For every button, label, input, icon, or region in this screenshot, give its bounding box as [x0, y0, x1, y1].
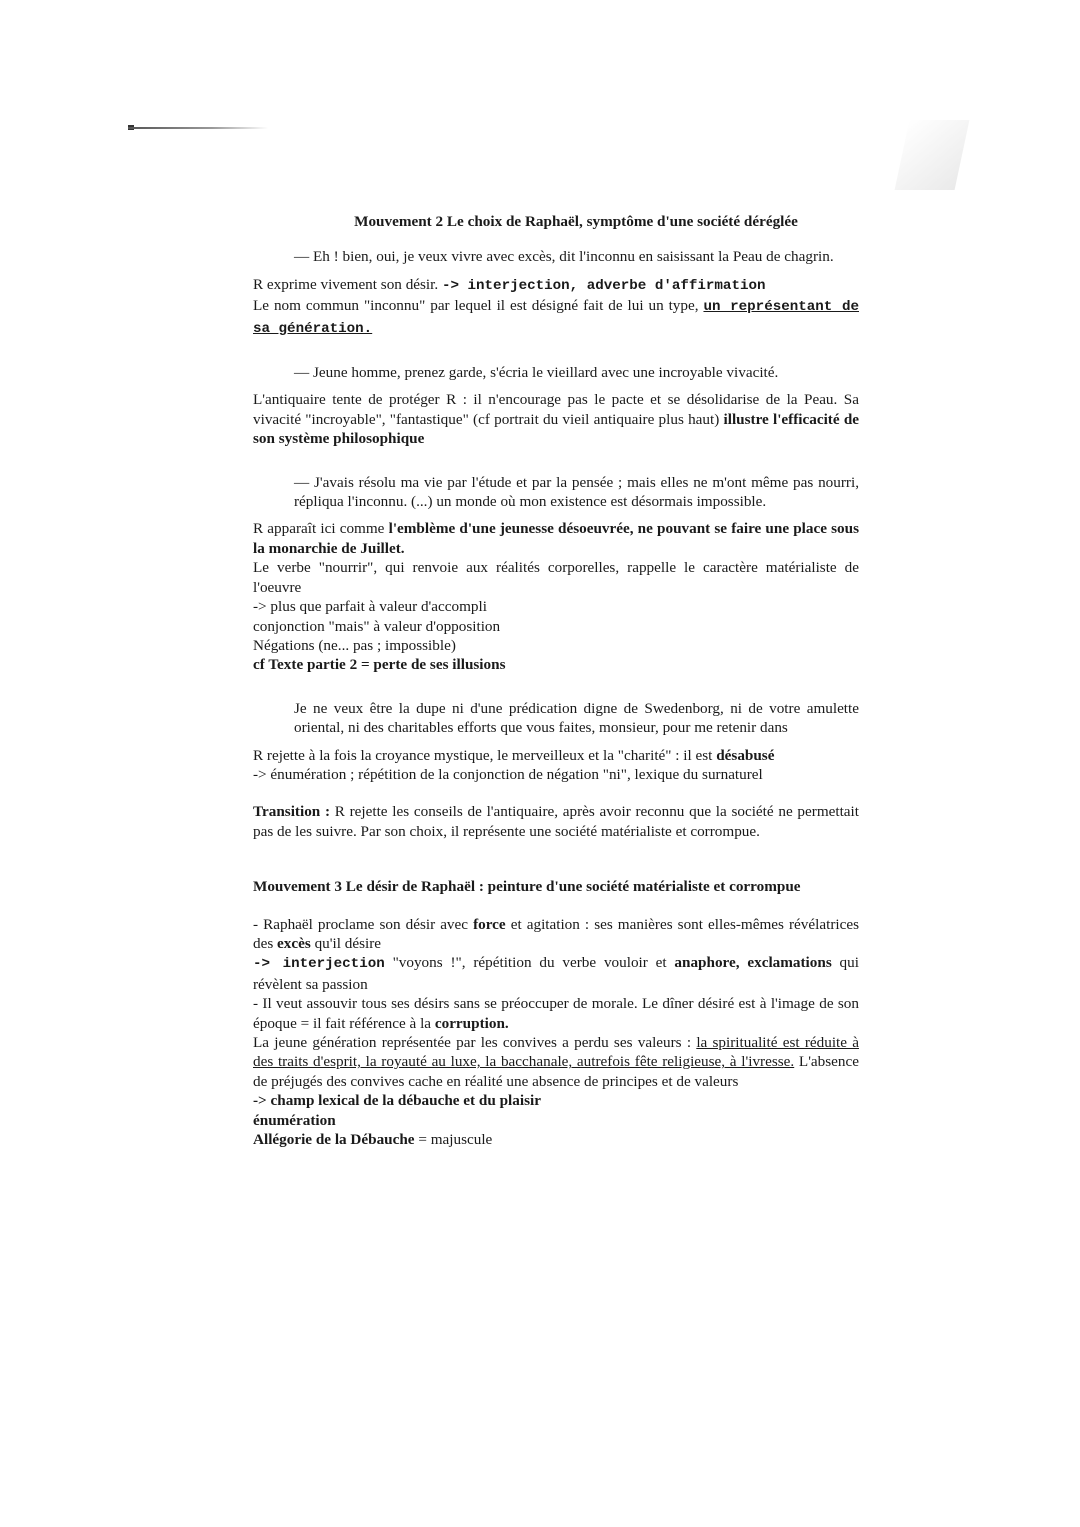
mouvement-2-title: Mouvement 2 Le choix de Raphaël, symptôme d'une société déréglée	[354, 213, 798, 230]
underlined-phrase: un représentant de sa génération.	[253, 299, 859, 337]
scan-line	[128, 127, 268, 129]
comment-4: R rejette à la fois la croyance mystique, le merveilleux et la "charité" : il est désabusé -> énumération ; répétition de la conjonction de négation "ni", lexique du surnaturel	[253, 746, 775, 783]
mouvement-3-title: Mouvement 3 Le désir de Raphaël : peinture d'une société matérialiste et corrompue	[253, 878, 801, 896]
transition: Transition : R rejette les conseils de l'antiquaire, après avoir reconnu que la société ne permettait pas de les suivre. Par son choix, il représente une société matérialiste et corrompue.	[253, 803, 859, 840]
m3-point-4: La jeune génération représentée par les convives a perdu ses valeurs : la spiritualité est réduite à des traits d'esprit, la royauté au luxe, la bacchanale, autrefois fête religieuse, à l'ivresse. L'absence de préjugés des convives cache en réalité une absence de principes et de valeurs	[253, 1034, 859, 1090]
m3-point-2: -> interjection "voyons !", répétition du verbe vouloir et anaphore, exclamations qui révèlent sa passion	[253, 954, 859, 993]
document-page	[253, 212, 859, 1149]
m3-point-1: - Raphaël proclame son désir avec force et agitation : ses manières sont elles-mêmes révélatrices des excès qu'il désire	[253, 915, 859, 952]
m3-point-7: Allégorie de la Débauche = majuscule	[253, 1131, 493, 1149]
comment-3: R apparaît ici comme l'emblème d'une jeunesse désoeuvrée, ne pouvant se faire une place sous la monarchie de Juillet. Le verbe "nourrir", qui renvoie aux réalités corporelles, rappelle le caractère matérialiste de l'oeuvre -> plus que parfait à valeur d'accompli conjonction "mais" à valeur d'opposition Négations (ne... pas ; impossible) cf Texte partie 2 = perte de ses illusions	[253, 520, 860, 674]
underlined-phrase: la spiritualité est réduite à des traits d'esprit, la royauté au luxe, la bacchanale, autrefois fête religieuse, à l'ivresse.	[253, 1034, 859, 1071]
m3-point-5: -> champ lexical de la débauche et du plaisir	[253, 1092, 541, 1110]
quote-1: — Eh ! bien, oui, je veux vivre avec excès, dit l'inconnu en saisissant la Peau de chagrin.	[294, 248, 834, 266]
m3-point-6: énumération	[253, 1111, 336, 1129]
m3-point-3: - Il veut assouvir tous ses désirs sans se préoccuper de morale. Le dîner désiré est à l'image de son époque = il fait référence à la corruption.	[253, 995, 859, 1032]
quote-2: — Jeune homme, prenez garde, s'écria le vieillard avec une incroyable vivacité.	[294, 364, 779, 382]
comment-2: L'antiquaire tente de protéger R : il n'encourage pas le pacte et se désolidarise de la Peau. Sa vivacité "incroyable", "fantastique" (cf portrait du vieil antiquaire plus haut) illustre l'efficacité de son système philosophique	[253, 391, 860, 448]
quote-4: Je ne veux être la dupe ni d'une prédication digne de Swedenborg, ni de votre amulette oriental, ni des charitables efforts que vous faites, monsieur, pour me retenir dans	[294, 699, 859, 737]
comment-1: R exprime vivement son désir. -> interjection, adverbe d'affirmation Le nom commun "inconnu" par lequel il est désigné fait de lui un type, un représentant de sa génération.	[253, 275, 859, 337]
quote-3: — J'avais résolu ma vie par l'étude et par la pensée ; mais elles ne m'ont même pas nourri, répliqua l'inconnu. (...) un monde où mon existence est désormais impossible.	[294, 473, 859, 511]
page-corner-shade	[895, 120, 970, 190]
